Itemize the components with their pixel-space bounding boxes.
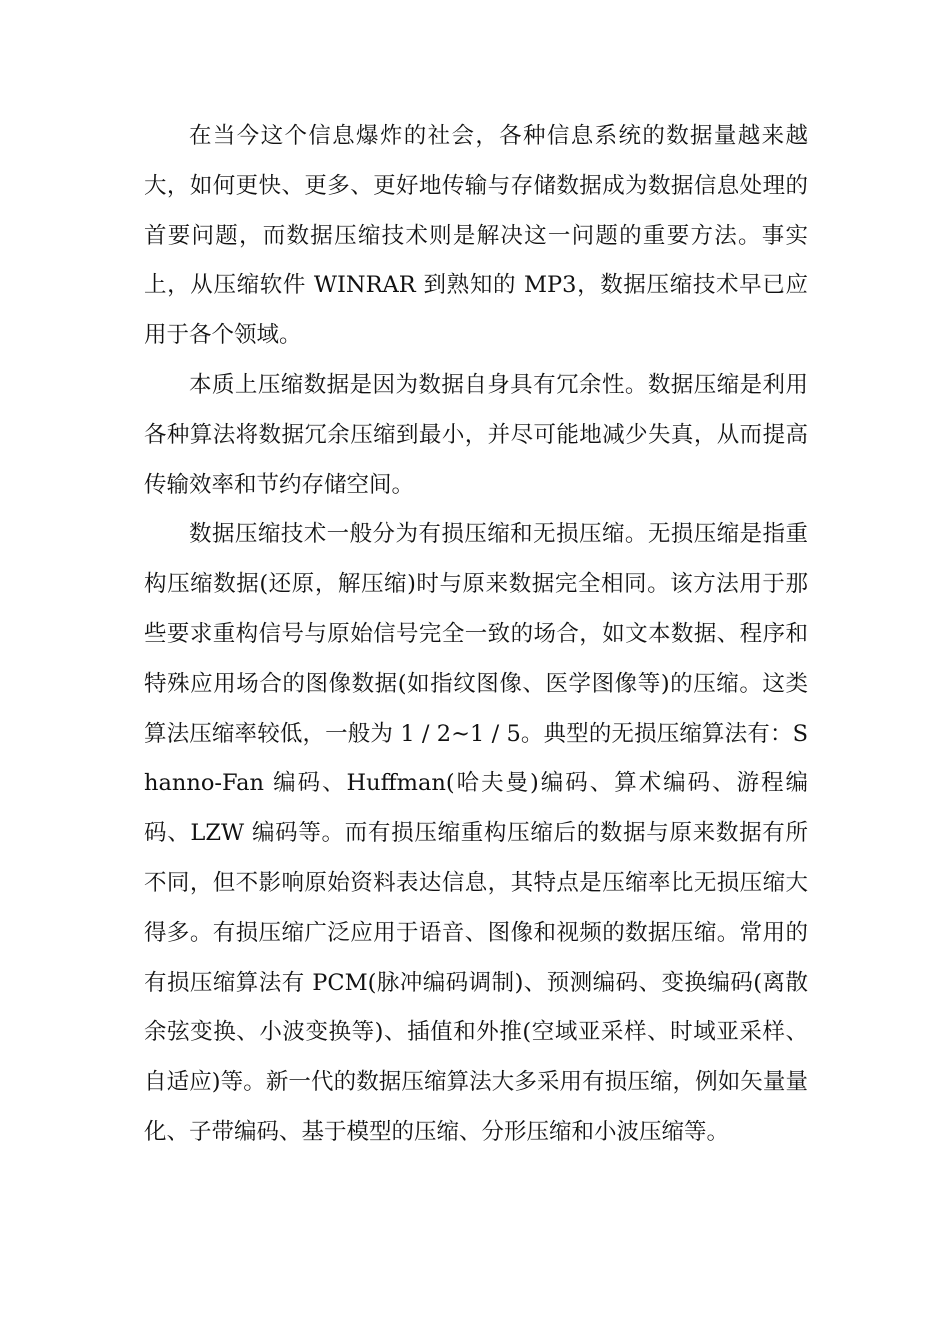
document-body — [144, 112, 808, 1158]
paragraph-redundancy: 本质上压缩数据是因为数据自身具有冗余性。数据压缩是利用各种算法将数据冗余压缩到最小，并尽可能地减少失真，从而提高传输效率和节约存储空间。 — [144, 371, 808, 498]
paragraph-compression-types: 数据压缩技术一般分为有损压缩和无损压缩。无损压缩是指重构压缩数据(还原，解压缩)时与原来数据完全相同。该方法用于那些要求重构信号与原始信号完全一致的场合，如文本数据、程序和特殊应用场合的图像数据(如指纹图像、医学图像等)的压缩。这类算法压缩率较低，一般为 1 / 2~1 / 5。典型的无损压缩算法有：Shanno-Fan 编码、Huffman(哈夫曼)编码、算术编码、游程编码、LZW 编码等。而有损压缩重构压缩后的数据与原来数据有所不同，但不影响原始资料表达信息，其特点是压缩率比无损压缩大得多。有损压缩广泛应用于语音、图像和视频的数据压缩。常用的有损压缩算法有 PCM(脉冲编码调制)、预测编码、变换编码(离散余弦变换、小波变换等)、插值和外推(空域亚采样、时域亚采样、自适应)等。新一代的数据压缩算法大多采用有损压缩，例如矢量量化、子带编码、基于模型的压缩、分形压缩和小波压缩等。 — [144, 521, 808, 1145]
paragraph-intro: 在当今这个信息爆炸的社会，各种信息系统的数据量越来越大，如何更快、更多、更好地传输与存储数据成为数据信息处理的首要问题，而数据压缩技术则是解决这一问题的重要方法。事实上，从压缩软件 WINRAR 到熟知的 MP3，数据压缩技术早已应用于各个领域。 — [144, 123, 808, 349]
